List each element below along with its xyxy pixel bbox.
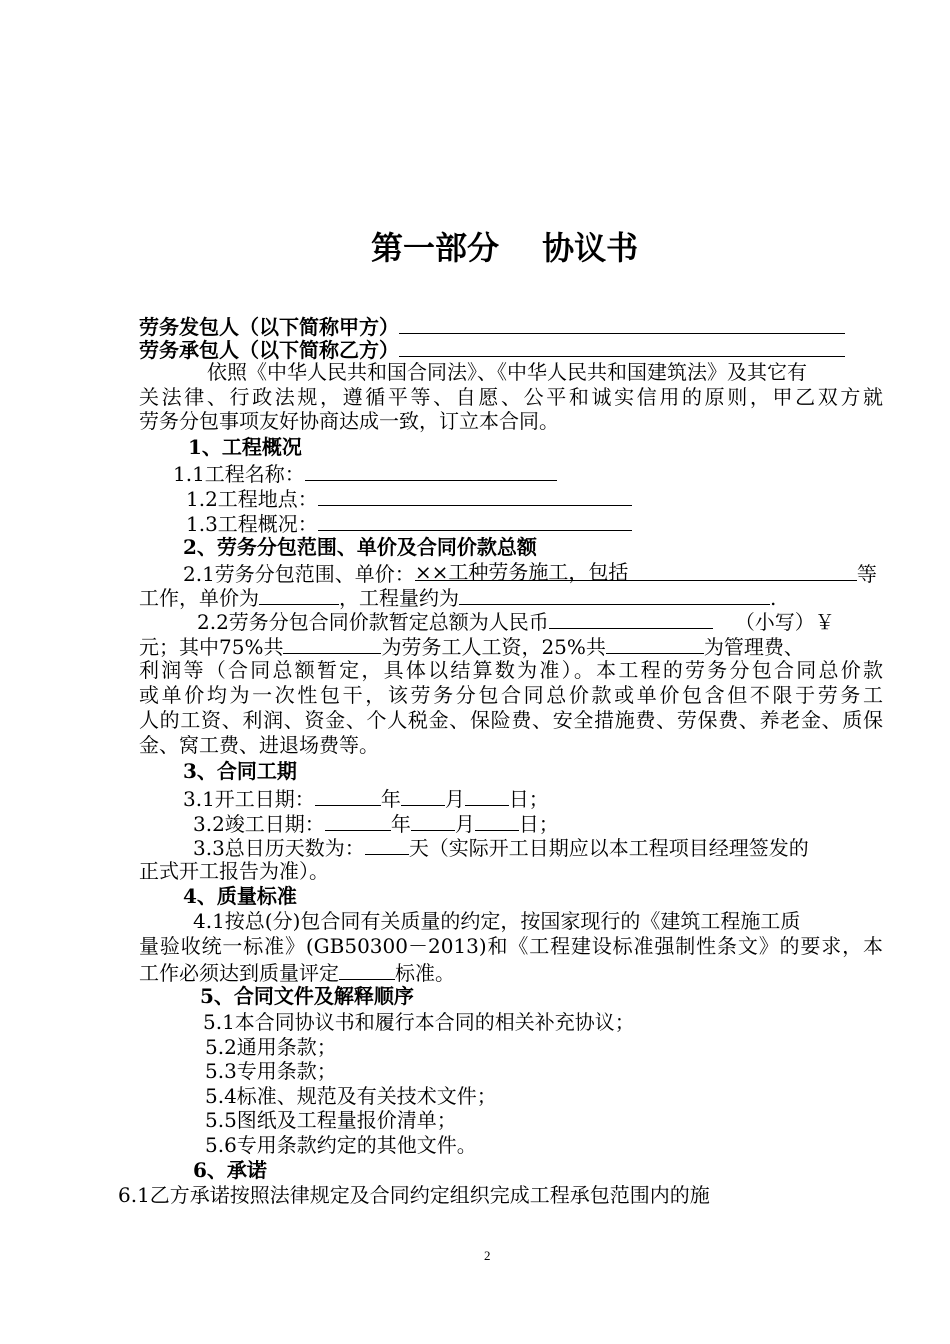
start-date-line xyxy=(183,785,549,809)
party-a-blank[interactable] xyxy=(399,313,845,334)
project-name-label: 1.1工程名称： xyxy=(173,462,305,486)
end-month-blank[interactable] xyxy=(411,810,455,831)
project-place-blank[interactable] xyxy=(318,485,632,506)
price-note-line-4: 金、窝工费、进退场费等。 xyxy=(139,733,379,757)
quality-line-3 xyxy=(139,959,455,983)
start-year-blank[interactable] xyxy=(315,785,381,806)
intro-line-1: 依照《中华人民共和国合同法》、《中华人民共和国建筑法》及其它有 xyxy=(207,360,807,384)
scope-suffix: 等 xyxy=(856,562,877,586)
quantity-blank[interactable] xyxy=(459,584,770,605)
project-overview-label: 1.3工程概况： xyxy=(186,512,318,536)
end-month-label: 月 xyxy=(454,812,475,836)
price-note-line-2: 或单价均为一次性包干，该劳务分包合同总价款或单价包含但不限于劳务工 xyxy=(139,683,883,707)
scope-line-2 xyxy=(139,584,776,608)
end-year-label: 年 xyxy=(390,812,411,836)
intro-line-2: 关法律、行政法规，遵循平等、自愿、公平和诚实信用的原则，甲乙双方就 xyxy=(139,385,883,409)
scope-label: 2.1劳务分包范围、单价： xyxy=(183,562,415,586)
management-share-blank[interactable] xyxy=(606,633,704,654)
management-share-suffix: 为管理费、 xyxy=(703,635,804,659)
doc-order-item: 5.6专用条款约定的其他文件。 xyxy=(205,1133,477,1157)
start-day-blank[interactable] xyxy=(465,785,509,806)
project-place-line xyxy=(186,485,632,509)
total-price-small-label: （小写）￥ xyxy=(734,610,835,634)
end-date-label: 3.2竣工日期： xyxy=(193,812,325,836)
party-b-line xyxy=(139,336,845,360)
price-split-line xyxy=(139,633,804,657)
end-year-blank[interactable] xyxy=(325,810,391,831)
doc-order-item: 5.4标准、规范及有关技术文件； xyxy=(205,1084,497,1108)
quality-grade-suffix: 标准。 xyxy=(395,961,455,985)
price-note-line-1: 利润等（合同总额暂定，具体以结算数为准）。本工程的劳务分包合同总价款 xyxy=(139,658,883,682)
doc-order-item: 5.2通用条款； xyxy=(205,1035,337,1059)
scope-value: ××工种劳务施工，包括 xyxy=(414,560,629,584)
price-note-line-3: 人的工资、利润、资金、个人税金、保险费、安全措施费、劳保费、养老金、质保 xyxy=(139,708,883,732)
project-overview-blank[interactable] xyxy=(318,510,632,531)
quality-line-1: 4.1按总(分)包合同有关质量的约定，按国家现行的《建筑工程施工质 xyxy=(193,909,801,933)
labor-share-blank[interactable] xyxy=(283,633,381,654)
labor-share-label: 元；其中75%共 xyxy=(139,635,284,659)
quantity-suffix: . xyxy=(770,586,777,610)
end-day-blank[interactable] xyxy=(475,810,519,831)
project-overview-line xyxy=(186,510,632,534)
commitment-line-1: 6.1乙方承诺按照法律规定及合同约定组织完成工程承包范围内的施 xyxy=(118,1183,710,1207)
project-name-blank[interactable] xyxy=(305,460,557,481)
scope-blank[interactable] xyxy=(414,560,857,584)
quantity-label: ，工程量约为 xyxy=(339,586,459,610)
party-a-label: 劳务发包人（以下简称甲方） xyxy=(139,315,399,339)
project-name-line xyxy=(173,460,557,484)
total-price-label: 2.2劳务分包合同价款暂定总额为人民币 xyxy=(197,610,549,634)
start-month-blank[interactable] xyxy=(401,785,445,806)
doc-order-item: 5.3专用条款； xyxy=(205,1059,337,1083)
management-share-label: 为劳务工人工资，25%共 xyxy=(381,635,606,659)
quality-grade-label: 工作必须达到质量评定 xyxy=(139,961,339,985)
quality-line-2: 量验收统一标准》(GB50300－2013)和《工程建设标准强制性条文》的要求，本 xyxy=(139,934,883,958)
section-5-heading: 5、合同文件及解释顺序 xyxy=(200,984,414,1008)
total-price-line xyxy=(197,608,835,632)
doc-order-item: 5.1本合同协议书和履行本合同的相关补充协议； xyxy=(203,1010,635,1034)
party-b-label: 劳务承包人（以下简称乙方） xyxy=(139,338,399,362)
total-price-blank[interactable] xyxy=(549,608,713,629)
total-days-line-2: 正式开工报告为准）。 xyxy=(139,859,329,883)
total-days-label: 3.3总日历天数为： xyxy=(193,836,365,860)
start-month-label: 月 xyxy=(444,787,465,811)
start-year-label: 年 xyxy=(380,787,401,811)
section-1-heading: 1、工程概况 xyxy=(188,435,302,459)
page-title: 第一部分 协议书 xyxy=(371,229,639,267)
end-day-label: 日； xyxy=(518,812,559,836)
end-date-line xyxy=(193,810,559,834)
unit-price-blank[interactable] xyxy=(259,584,339,605)
section-4-heading: 4、质量标准 xyxy=(183,884,297,908)
party-b-blank[interactable] xyxy=(399,336,845,357)
section-6-heading: 6、承诺 xyxy=(193,1158,267,1182)
party-a-line xyxy=(139,313,845,337)
start-date-label: 3.1开工日期： xyxy=(183,787,315,811)
total-days-line xyxy=(193,834,809,858)
intro-line-3: 劳务分包事项友好协商达成一致，订立本合同。 xyxy=(139,409,559,433)
doc-order-item: 5.5图纸及工程量报价清单； xyxy=(205,1108,457,1132)
total-days-note: 天（实际开工日期应以本工程项目经理签发的 xyxy=(408,836,809,860)
quality-grade-blank[interactable] xyxy=(339,959,395,980)
total-days-blank[interactable] xyxy=(365,834,409,855)
scope-line-1 xyxy=(183,560,877,584)
project-place-label: 1.2工程地点： xyxy=(186,487,318,511)
unit-price-label: 工作，单价为 xyxy=(139,586,259,610)
section-2-heading: 2、劳务分包范围、单价及合同价款总额 xyxy=(183,535,537,559)
section-3-heading: 3、合同工期 xyxy=(183,759,297,783)
page-number: 2 xyxy=(484,1248,491,1263)
start-day-label: 日； xyxy=(508,787,549,811)
